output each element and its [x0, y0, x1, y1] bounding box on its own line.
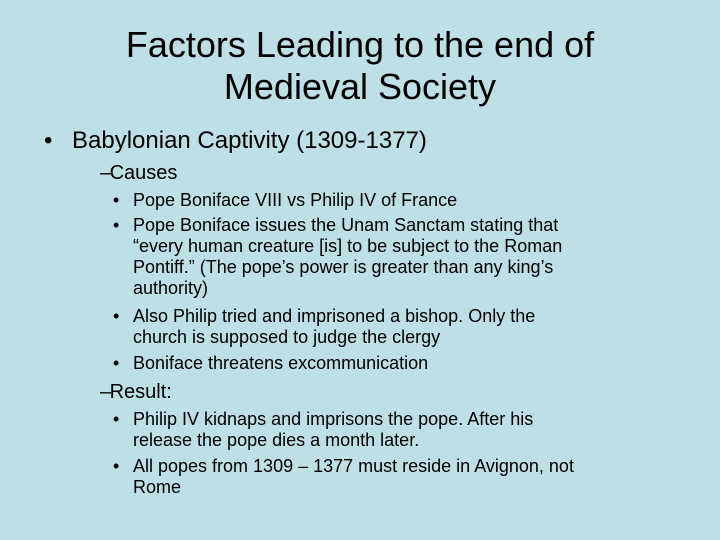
main-bullet — [44, 126, 427, 156]
list-item-line: Boniface threatens excommunication — [133, 353, 429, 373]
list-item — [113, 409, 673, 451]
list-item-line: authority) — [133, 278, 209, 298]
slide-title — [60, 24, 660, 108]
section-result-heading — [100, 380, 172, 404]
list-item-line: “every human creature [is] to be subject to the Roman — [133, 236, 563, 256]
list-item-line: Also Philip tried and imprisoned a bishop. Only the — [133, 306, 536, 326]
bullet-icon: • — [113, 215, 120, 235]
list-item-line: Rome — [133, 477, 182, 497]
dash-icon: – — [100, 162, 112, 184]
list-item — [113, 353, 673, 374]
bullet-icon: • — [113, 409, 120, 429]
slide-title-line: Medieval Society — [223, 66, 497, 107]
list-item-line: church is supposed to judge the clergy — [133, 327, 441, 347]
section-causes-heading — [100, 161, 177, 185]
dash-icon: – — [100, 381, 112, 403]
list-item — [113, 456, 673, 498]
section-label: Causes — [109, 162, 178, 184]
list-item-line: Pontiff.” (The pope’s power is greater than any king’s — [133, 257, 554, 277]
list-item-line: All popes from 1309 – 1377 must reside in Avignon, not — [133, 456, 574, 476]
list-item-line: Philip IV kidnaps and imprisons the pope. After his — [133, 409, 534, 429]
list-item — [113, 190, 673, 211]
slide-title-line: Factors Leading to the end of — [125, 24, 595, 65]
bullet-icon: • — [113, 306, 120, 326]
bullet-icon: • — [113, 456, 120, 476]
bullet-icon: • — [113, 190, 120, 210]
list-item-line: Pope Boniface VIII vs Philip IV of France — [133, 190, 458, 210]
list-item — [113, 306, 673, 348]
bullet-icon: • — [44, 127, 53, 154]
bullet-icon: • — [113, 353, 120, 373]
main-bullet-text: Babylonian Captivity (1309-1377) — [72, 127, 427, 154]
list-item-line: Pope Boniface issues the Unam Sanctam stating that — [133, 215, 559, 235]
section-label: Result: — [109, 381, 172, 403]
list-item — [113, 215, 673, 299]
list-item-line: release the pope dies a month later. — [133, 430, 420, 450]
